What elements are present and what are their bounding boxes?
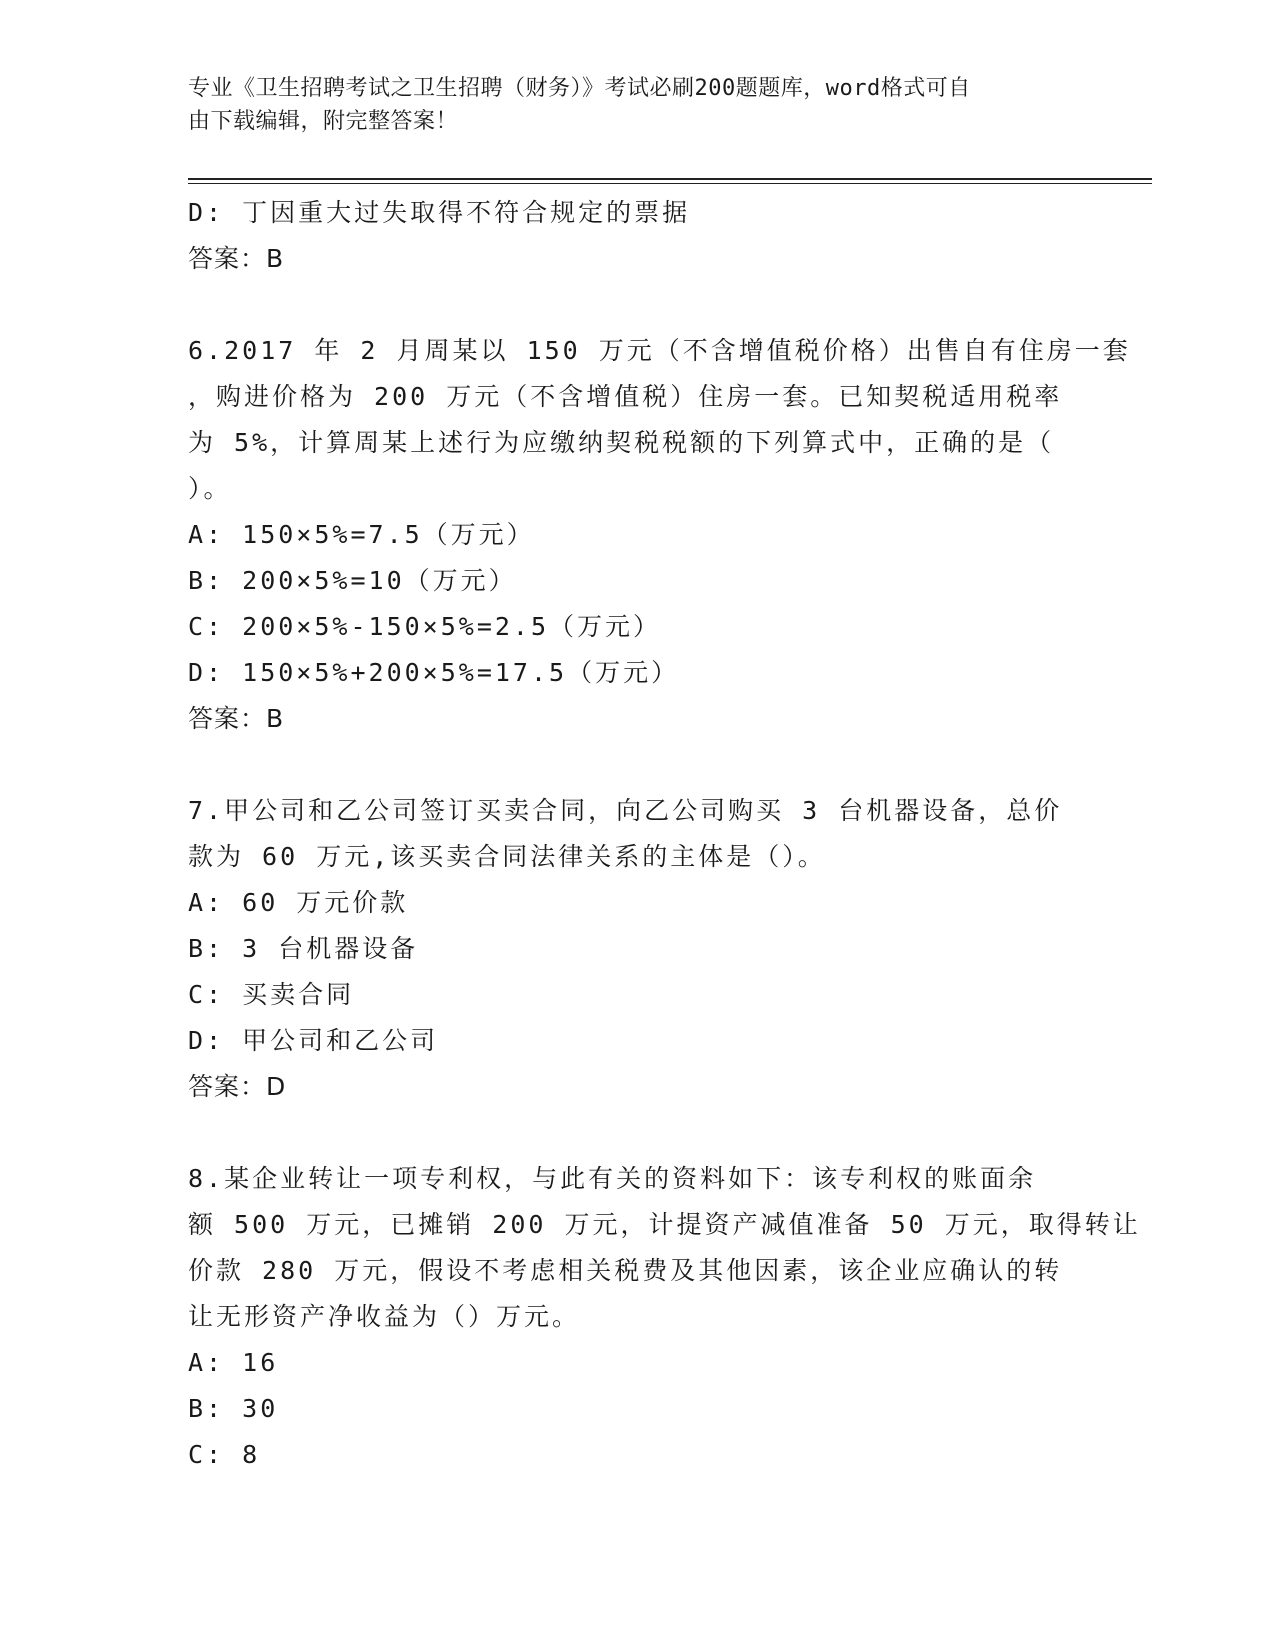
answer-line: 答案：D bbox=[188, 1072, 287, 1101]
option-a: A: 150×5%=7.5（万元） bbox=[188, 520, 535, 549]
question-text-line: ，购进价格为 200 万元（不含增值税）住房一套。已知契税适用税率 bbox=[188, 382, 1063, 411]
answer-line: 答案：B bbox=[188, 704, 285, 733]
question-text-line: ）。 bbox=[188, 474, 232, 503]
question-text-line: 款为 60 万元,该买卖合同法律关系的主体是（）。 bbox=[188, 842, 826, 871]
option-d: D: 甲公司和乙公司 bbox=[188, 1026, 439, 1055]
question-text-line: 7.甲公司和乙公司签订买卖合同，向乙公司购买 3 台机器设备，总价 bbox=[188, 796, 1063, 825]
option-c: C: 200×5%-150×5%=2.5（万元） bbox=[188, 612, 662, 641]
spacer bbox=[188, 282, 1088, 328]
question-8 bbox=[188, 1156, 1141, 1478]
option-b: B: 200×5%=10（万元） bbox=[188, 566, 517, 595]
spacer bbox=[188, 742, 1088, 788]
question-text-line: 让无形资产净收益为（）万元。 bbox=[188, 1302, 581, 1331]
question-text-line: 价款 280 万元，假设不考虑相关税费及其他因素，该企业应确认的转 bbox=[188, 1256, 1063, 1285]
header-divider-thick bbox=[188, 178, 1152, 180]
option-d: D: 丁因重大过失取得不符合规定的票据 bbox=[188, 198, 691, 227]
document-header bbox=[188, 72, 1068, 138]
option-d: D: 150×5%+200×5%=17.5（万元） bbox=[188, 658, 680, 687]
question-text-line: 额 500 万元，已摊销 200 万元，计提资产减值准备 50 万元，取得转让 bbox=[188, 1210, 1141, 1239]
option-c: C: 买卖合同 bbox=[188, 980, 355, 1009]
header-divider-thin bbox=[188, 183, 1152, 184]
header-line-1: 专业《卫生招聘考试之卫生招聘（财务）》考试必刷200题题库，word格式可自 bbox=[188, 76, 971, 101]
option-b: B: 30 bbox=[188, 1394, 279, 1423]
spacer bbox=[188, 1110, 1088, 1156]
document-body bbox=[188, 190, 1141, 1478]
question-6 bbox=[188, 328, 1131, 742]
question-text-line: 6.2017 年 2 月周某以 150 万元（不含增值税价格）出售自有住房一套 bbox=[188, 336, 1131, 365]
header-line-2: 由下载编辑，附完整答案！ bbox=[188, 109, 459, 134]
option-a: A: 16 bbox=[188, 1348, 279, 1377]
option-a: A: 60 万元价款 bbox=[188, 888, 409, 917]
previous-question-tail bbox=[188, 190, 1088, 282]
question-text-line: 为 5%，计算周某上述行为应缴纳契税税额的下列算式中，正确的是（ bbox=[188, 428, 1055, 457]
answer-line: 答案：B bbox=[188, 244, 285, 273]
question-7 bbox=[188, 788, 1088, 1110]
option-b: B: 3 台机器设备 bbox=[188, 934, 419, 963]
question-text-line: 8.某企业转让一项专利权，与此有关的资料如下：该专利权的账面余 bbox=[188, 1164, 1037, 1193]
option-c: C: 8 bbox=[188, 1440, 261, 1469]
